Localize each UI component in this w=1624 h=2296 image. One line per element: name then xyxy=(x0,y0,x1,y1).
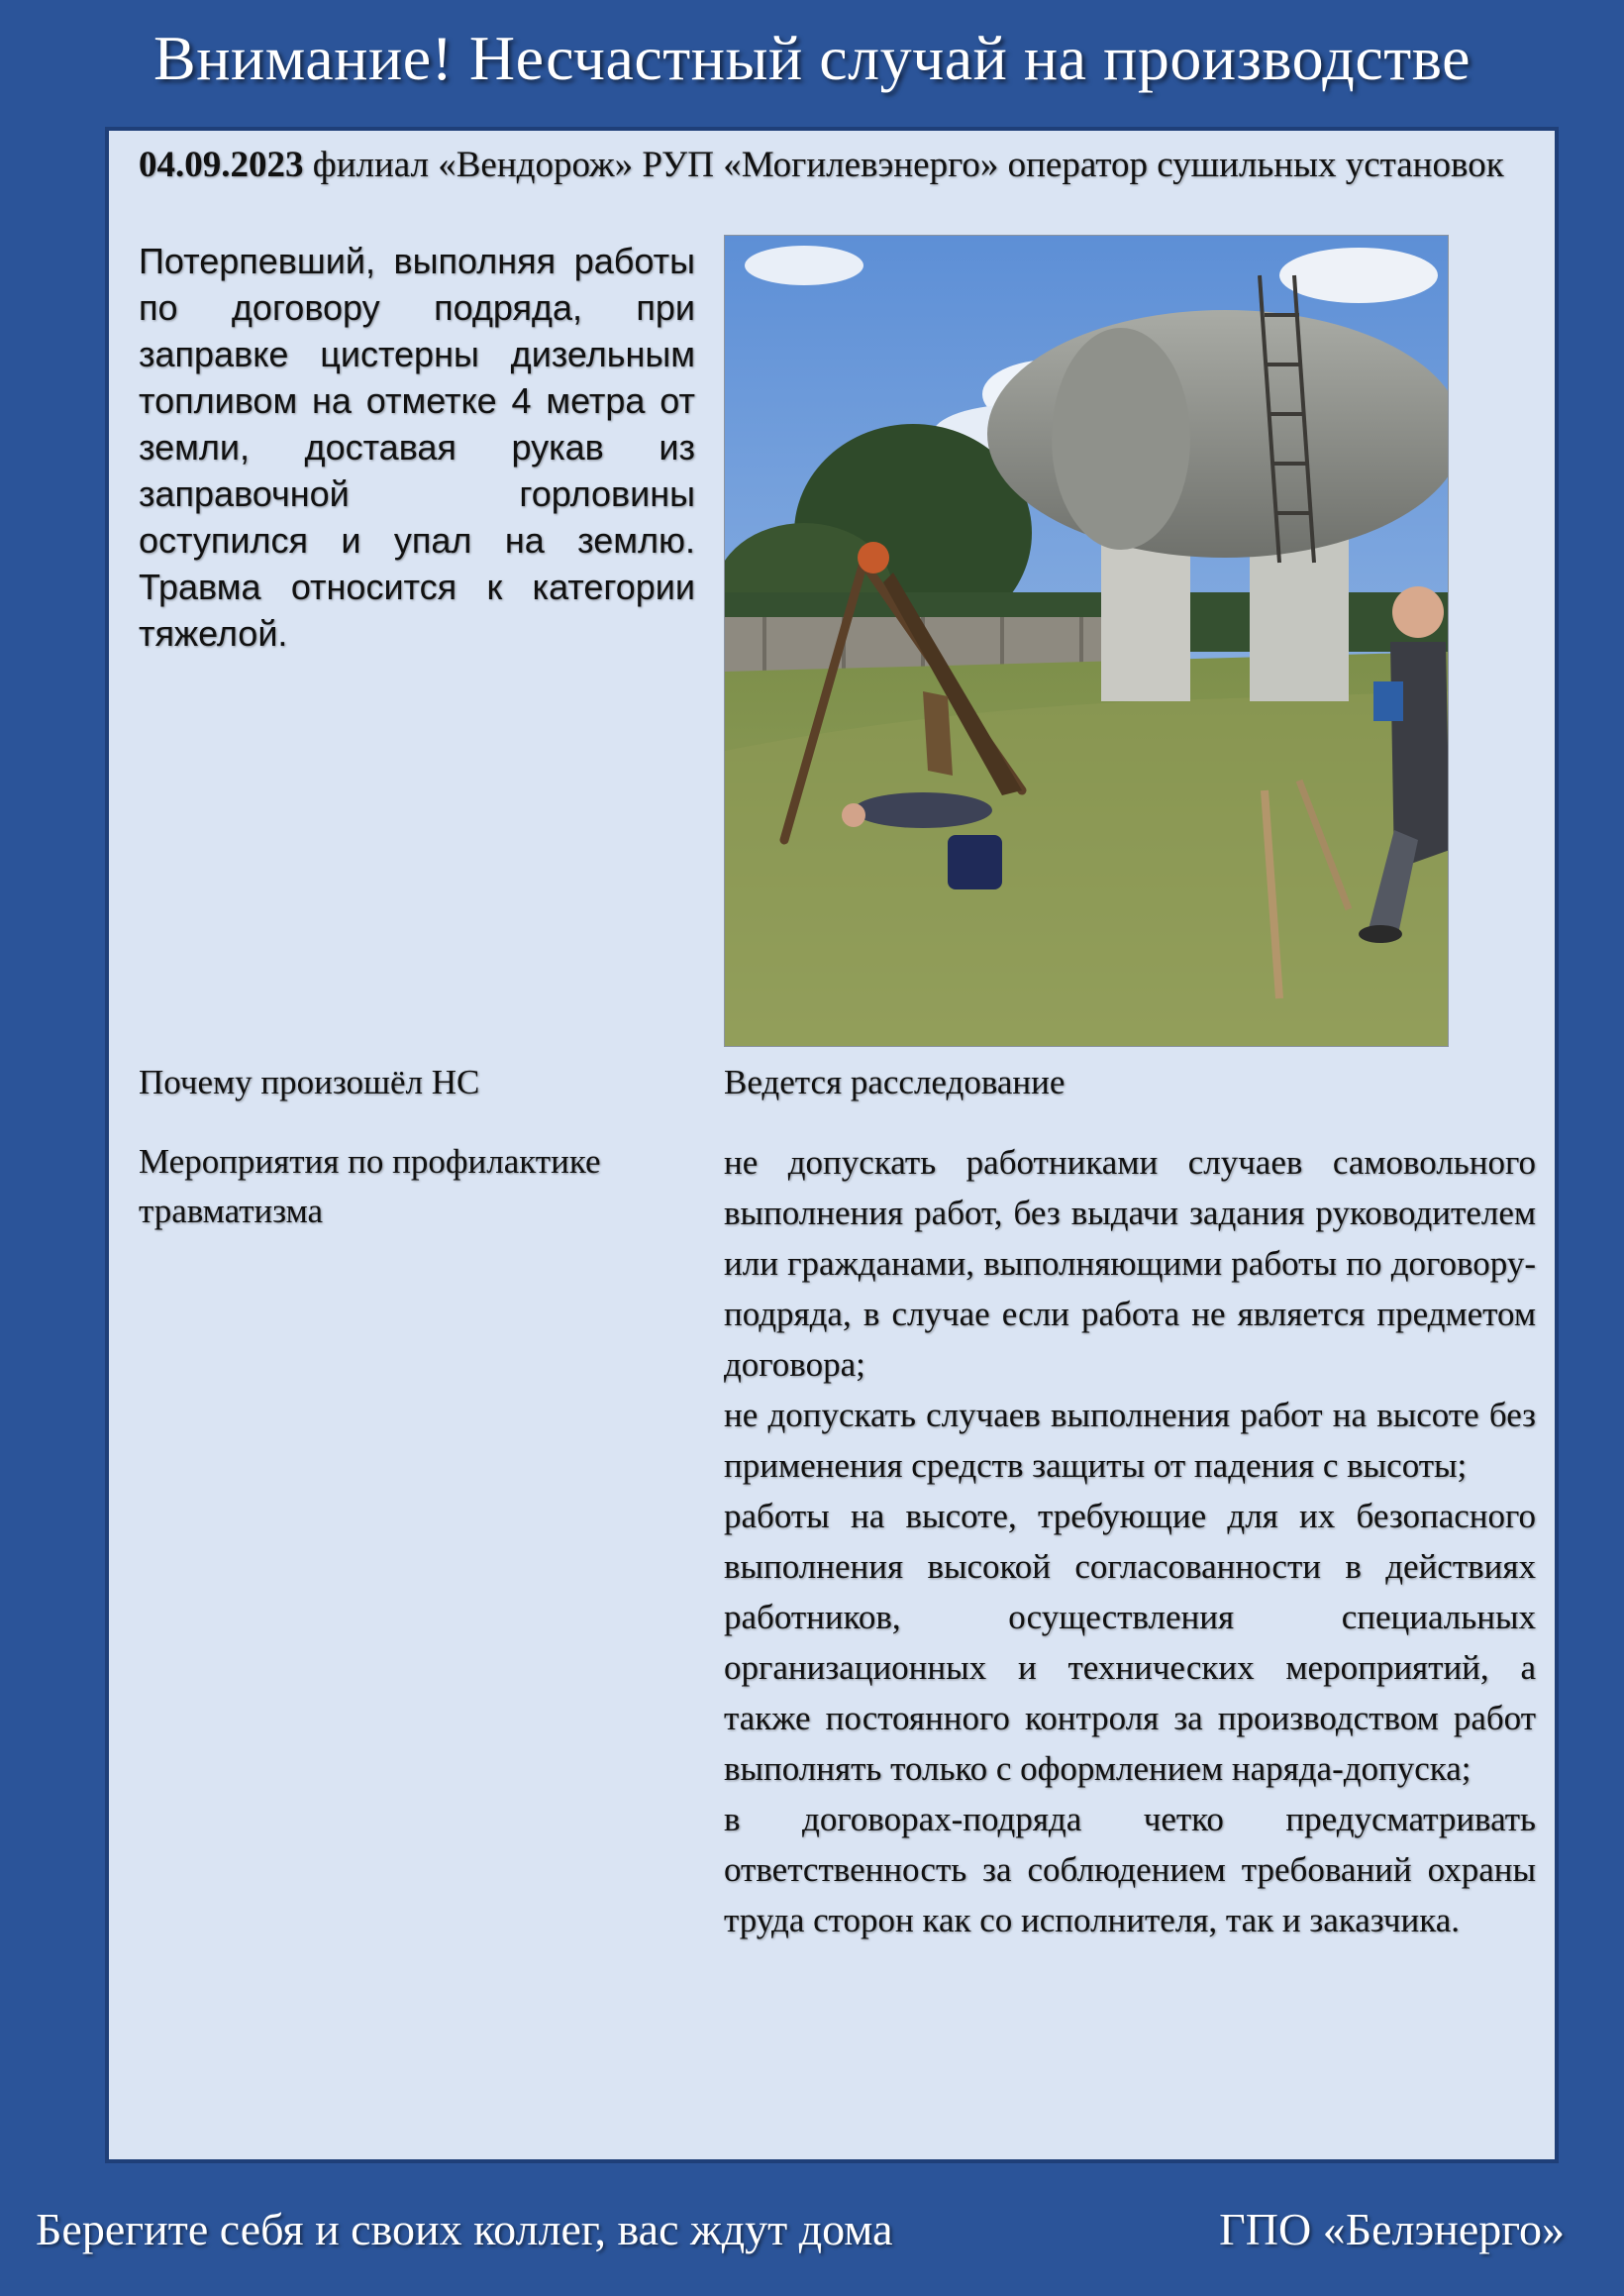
incident-description: Потерпевший, выполняя работы по договору подряда, при заправке цистерны дизельным топливом на отметке 4 метра от земли, доставая рукав из заправочной горловины оступился и упал на землю. Травма относится к категории тяжелой. xyxy=(139,241,695,654)
cause-label: Почему произошёл НС xyxy=(139,1063,480,1101)
incident-headline xyxy=(139,144,1537,187)
measure-item: не допускать случаев выполнения работ на высоте без применения средств защиты от падения с высоты; xyxy=(724,1396,1536,1485)
incident-location: филиал «Вендорож» РУП «Могилевэнерго» оператор сушильных установок xyxy=(303,145,1504,185)
measures-list xyxy=(724,1137,1536,1945)
cause-value: Ведется расследование xyxy=(724,1063,1066,1101)
page-title: Внимание! Несчастный случай на производстве xyxy=(153,23,1471,93)
footer-organization: ГПО «Белэнерго» xyxy=(1219,2204,1565,2254)
incident-date: 04.09.2023 xyxy=(139,145,304,185)
footer-slogan: Берегите себя и своих коллег, вас ждут дома xyxy=(36,2204,893,2254)
incident-photo xyxy=(724,235,1449,1047)
measure-item: в договорах-подряда четко предусматривать ответственность за соблюдением требований охраны труда сторон как со исполнителя, так и заказчика. xyxy=(724,1800,1536,1939)
measure-item: не допускать работниками случаев самовольного выполнения работ, без выдачи задания руководителем или гражданами, выполняющими работы по договору-подряда, в случае если работа не является предметом договора; xyxy=(724,1143,1536,1384)
measures-label: Мероприятия по профилактике травматизма xyxy=(139,1142,601,1230)
measure-item: работы на высоте, требующие для их безопасного выполнения высокой согласованности в действиях работников, осуществления специальных организационных и технических мероприятий, а также постоянного контроля за производством работ выполнять только с оформлением наряда-допуска; xyxy=(724,1497,1536,1788)
